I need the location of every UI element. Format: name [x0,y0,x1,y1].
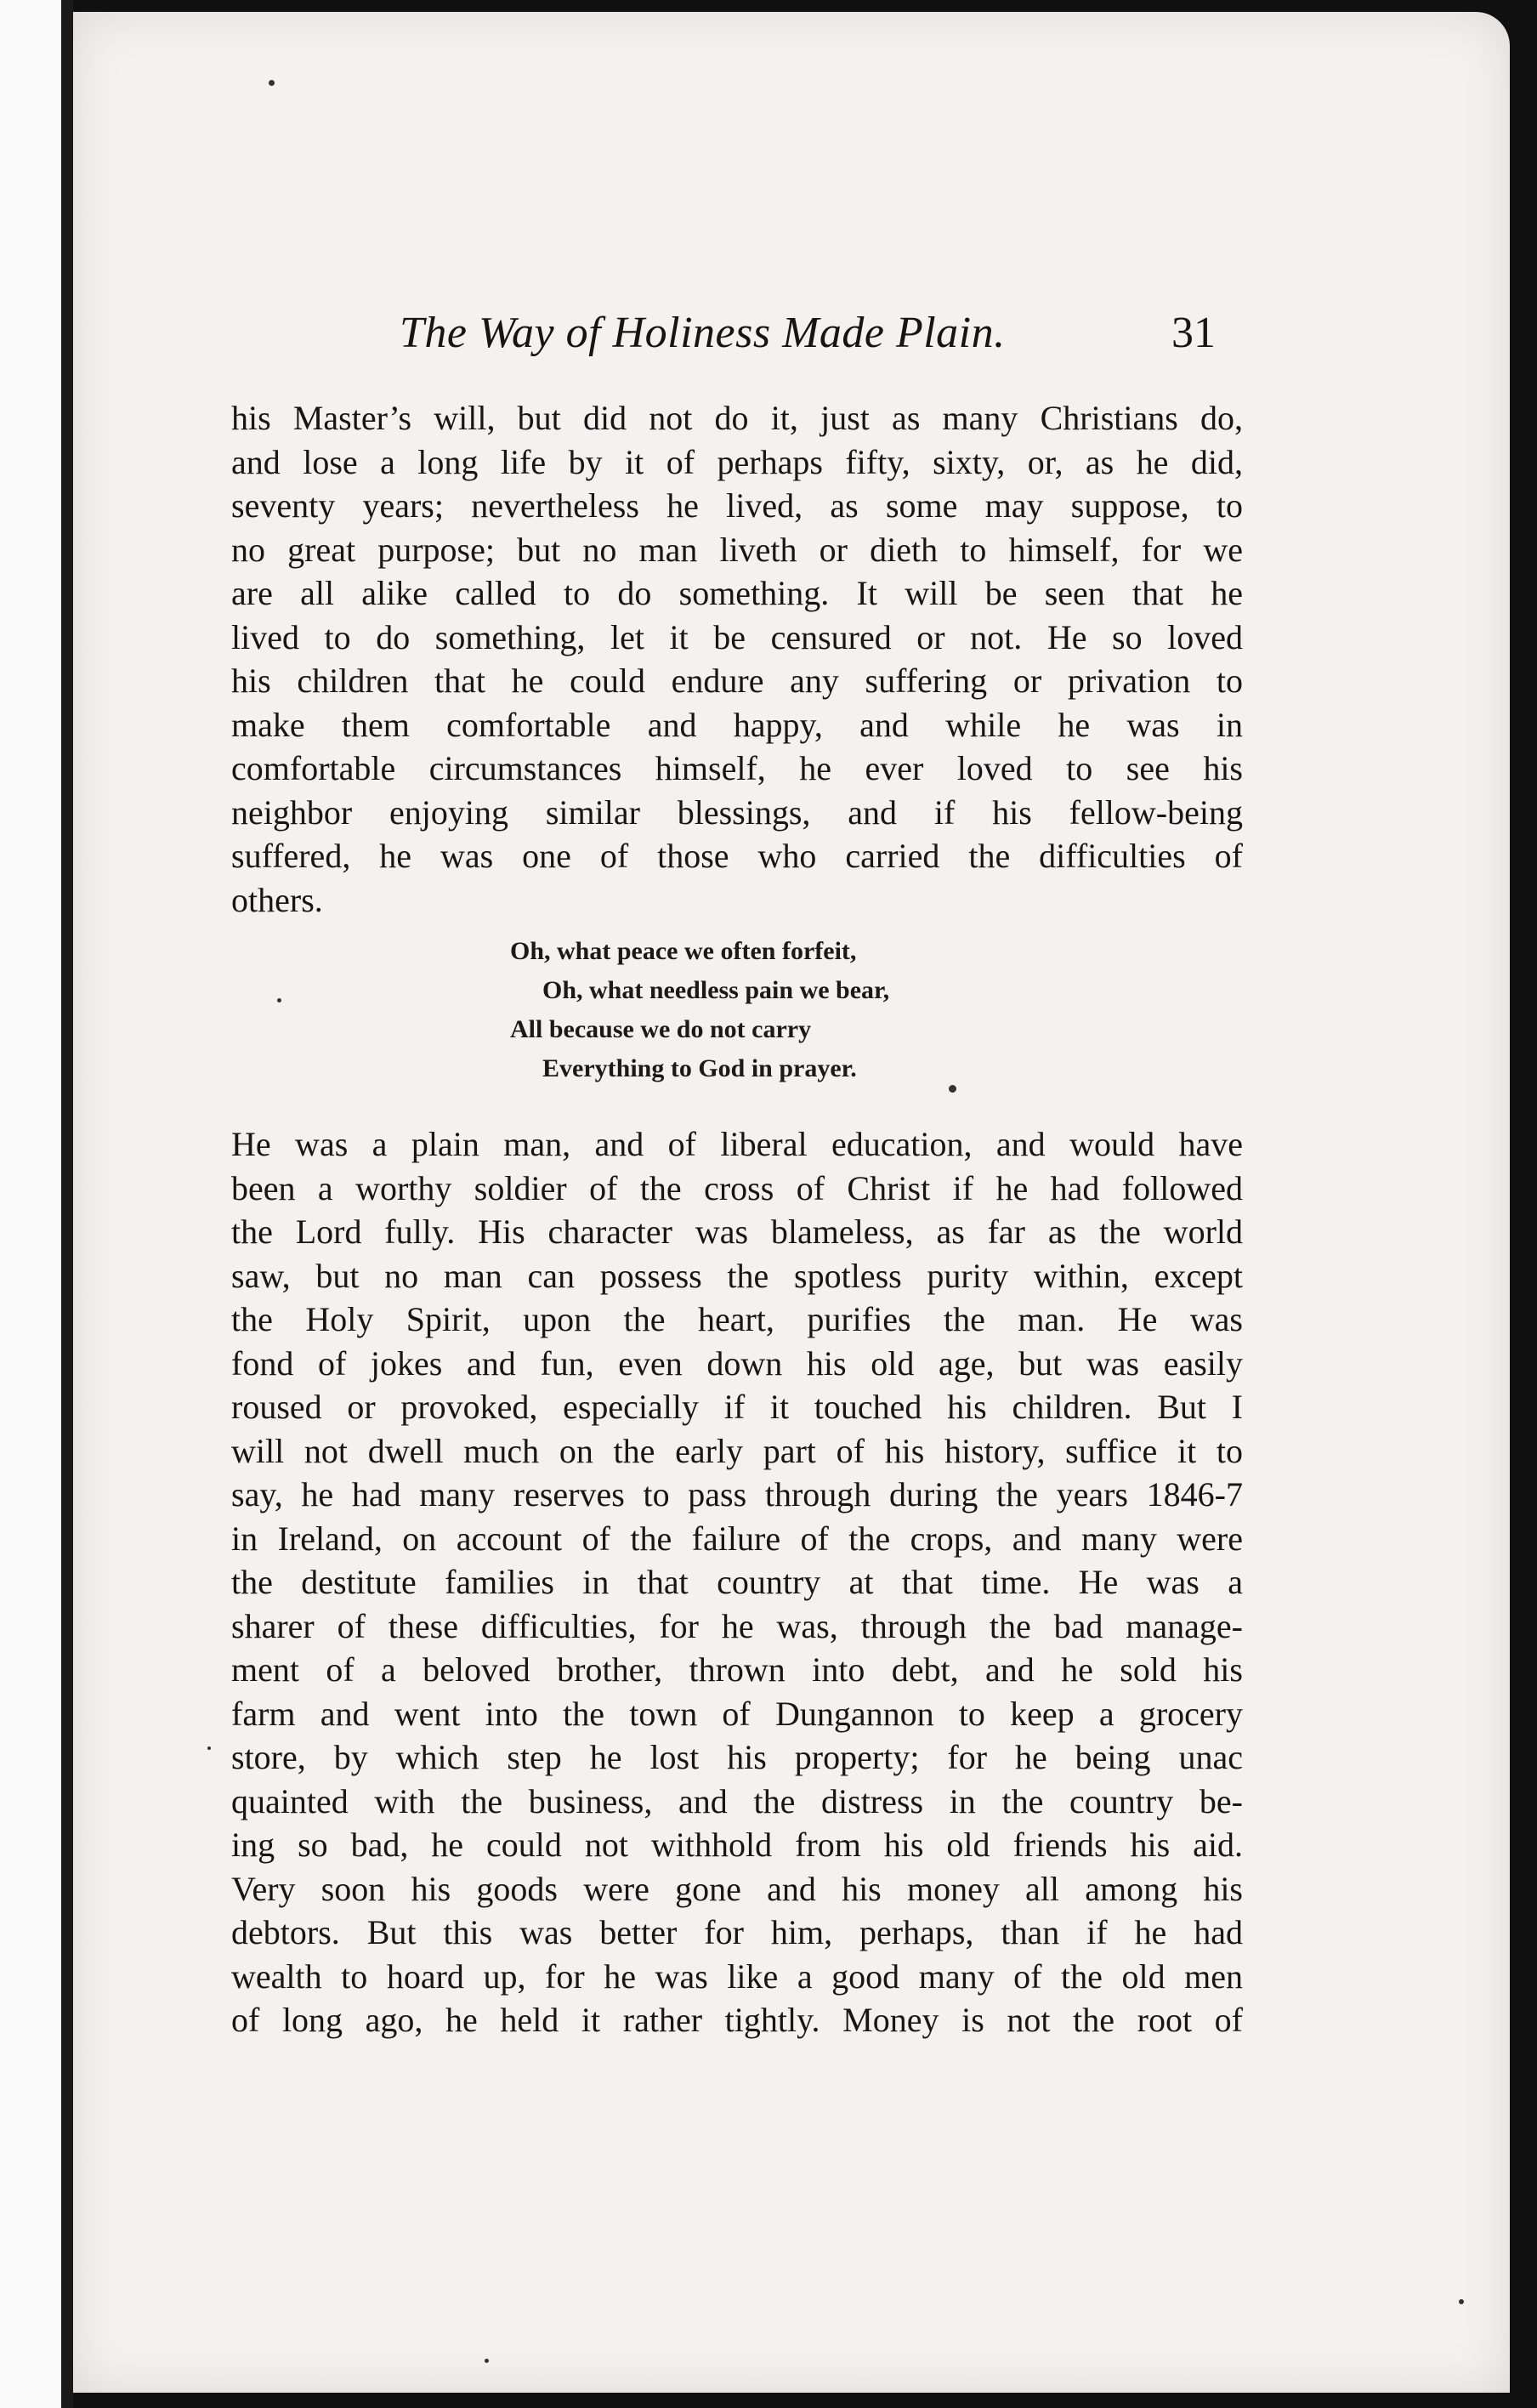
print-speck [269,80,275,86]
text-line: been a worthy soldier of the cross of Christ if he had followed [231,1168,1243,1207]
text-line: seventy years; nevertheless he lived, as some may suppose, to [231,486,1243,525]
print-speck [1459,2299,1464,2304]
text-line: debtors. But this was better for him, perhaps, than if he had [231,1913,1243,1951]
text-line: saw, but no man can possess the spotless purity within, except [231,1256,1243,1295]
text-line: ment of a beloved brother, thrown into debt, and he sold his [231,1650,1243,1689]
text-line: others. [231,880,323,919]
running-title: The Way of Holiness Made Plain. [400,309,1006,357]
page-header [400,308,1250,376]
text-line: wealth to hoard up, for he was like a good many of the old men [231,1956,1243,1996]
text-line: roused or provoked, especially if it touched his children. But I [231,1388,1243,1426]
text-line: ing so bad, he could not withhold from his old friends his aid. [231,1826,1243,1864]
text-line: and lose a long life by it of perhaps fifty, sixty, or, as he did, [231,442,1243,481]
text-line: lived to do something, let it be censured or not. He so loved [231,617,1243,656]
text-line: of long ago, he held it rather tightly. Money is not the root of [231,2001,1243,2039]
paragraph-2 [231,1122,1243,2042]
text-line: comfortable circumstances himself, he ever loved to see his [231,749,1243,787]
print-speck [485,2359,489,2363]
verse-line: All because we do not carry [510,1015,812,1043]
paragraph-1 [231,396,1243,922]
text-line: the Holy Spirit, upon the heart, purifies the man. He was [231,1300,1243,1338]
text-line: suffered, he was one of those who carried the difficulties of [231,837,1243,875]
hymn-verse [510,932,889,1088]
text-line: in Ireland, on account of the failure of the crops, and many were [231,1519,1243,1558]
text-line: the Lord fully. His character was blameless, as far as the world [231,1213,1243,1251]
text-line: fond of jokes and fun, even down his old age, but was easily [231,1343,1243,1383]
print-speck [277,998,281,1002]
verse-line: Oh, what peace we often forfeit, [510,937,857,965]
text-line: farm and went into the town of Dungannon to keep a grocery [231,1694,1243,1733]
text-line: quainted with the business, and the distress in the country be- [231,1781,1243,1820]
text-line: no great purpose; but no man liveth or dieth to himself, for we [231,530,1243,569]
verse-line: Oh, what needless pain we bear, [542,976,890,1004]
text-line: He was a plain man, and of liberal education, and would have [231,1125,1243,1163]
text-line: are all alike called to do something. It will be seen that he [231,574,1243,612]
text-line: store, by which step he lost his property; for he being unac [231,1738,1243,1776]
book-gutter [0,0,73,2408]
verse-line: Everything to God in prayer. [542,1054,857,1082]
text-line: will not dwell much on the early part of his history, suffice it to [231,1431,1243,1470]
text-line: his children that he could endure any suffering or privation to [231,662,1243,700]
text-line: sharer of these difficulties, for he was, through the bad manage- [231,1606,1243,1645]
text-line: Very soon his goods were gone and his money all among his [231,1869,1243,1908]
text-line: the destitute families in that country at that time. He was a [231,1563,1243,1601]
print-speck [207,1746,211,1750]
print-speck [949,1085,956,1093]
text-line: say, he had many reserves to pass through during the years 1846-7 [231,1475,1243,1514]
text-line: his Master’s will, but did not do it, just as many Christians do, [231,399,1243,437]
text-line: neighbor enjoying similar blessings, and if his fellow-being [231,792,1243,832]
text-line: make them comfortable and happy, and while he was in [231,705,1243,744]
page-number: 31 [1171,309,1216,357]
